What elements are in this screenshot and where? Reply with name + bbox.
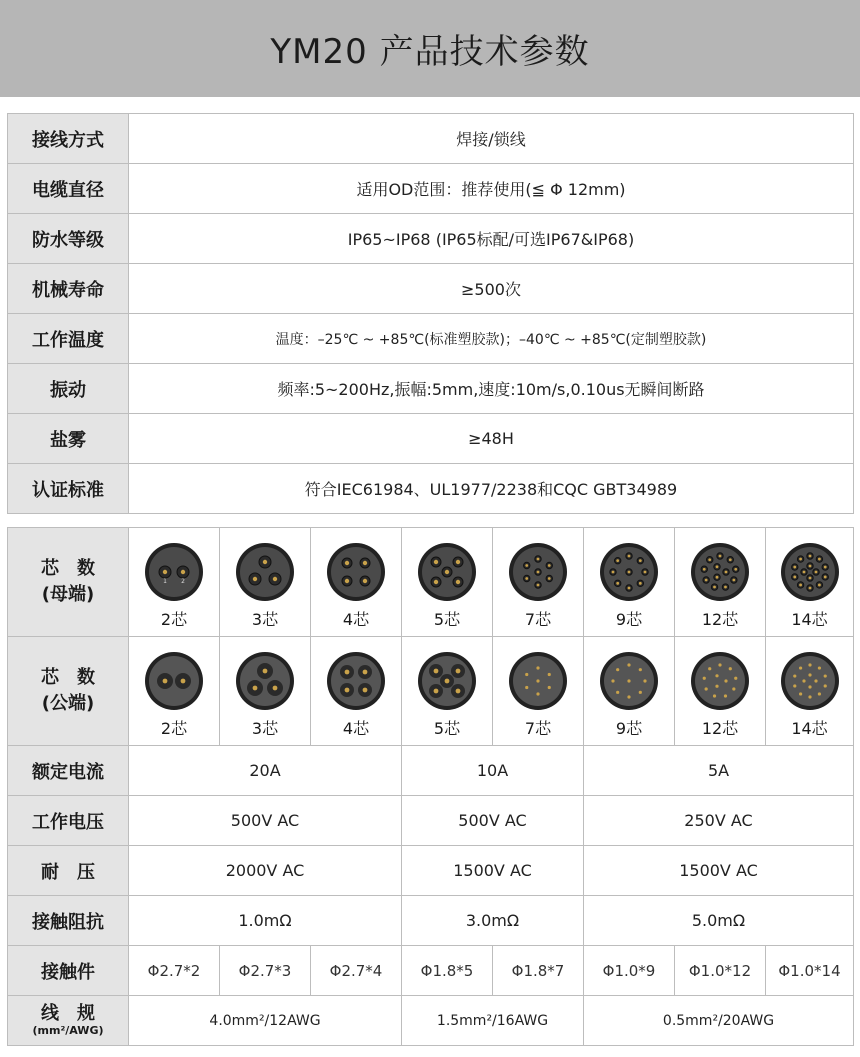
male-connector-cell — [129, 637, 220, 746]
spec-row — [8, 414, 854, 464]
male-connector-row — [8, 637, 854, 746]
female-connector-cell — [311, 528, 402, 637]
male-connector-9-icon — [598, 650, 660, 712]
female-core-label-line2: (母端) — [41, 584, 95, 605]
contact-size-value: Φ1.8*7 — [493, 946, 584, 996]
male-connector-cell — [675, 637, 766, 746]
male-connector-2-icon — [143, 650, 205, 712]
contact-size-value: Φ2.7*2 — [129, 946, 220, 996]
female-connector-7-icon — [507, 541, 569, 603]
wire-gauge-row — [8, 996, 854, 1046]
contact-resistance-value: 1.0mΩ — [129, 896, 402, 946]
male-connector-cell — [584, 637, 675, 746]
rated-current-label: 额定电流 — [8, 746, 129, 796]
spec-value: 频率:5~200Hz,振幅:5mm,速度:10m/s,0.10us无瞬间断路 — [129, 364, 854, 414]
working-voltage-label: 工作电压 — [8, 796, 129, 846]
rated-current-value: 10A — [402, 746, 584, 796]
withstand-voltage-row — [8, 846, 854, 896]
wire-gauge-value: 4.0mm²/12AWG — [129, 996, 402, 1046]
female-connector-cell — [766, 528, 854, 637]
connector-figure — [675, 535, 765, 630]
wire-gauge-unit: (mm²/AWG) — [32, 1024, 104, 1037]
spec-value: 符合IEC61984、UL1977/2238和CQC GBT34989 — [129, 464, 854, 514]
contact-resistance-label: 接触阻抗 — [8, 896, 129, 946]
spec-row — [8, 164, 854, 214]
connector-figure — [766, 644, 853, 739]
rated-current-value: 5A — [584, 746, 854, 796]
core-count-caption: 9芯 — [615, 609, 643, 629]
withstand-voltage-label: 耐 压 — [8, 846, 129, 896]
core-count-caption: 4芯 — [342, 718, 370, 738]
connector-figure — [220, 644, 310, 739]
male-connector-5-icon — [416, 650, 478, 712]
page-title: YM20 产品技术参数 — [270, 32, 590, 72]
male-connector-4-icon — [325, 650, 387, 712]
female-connector-4-icon — [325, 541, 387, 603]
spec-value: 温度：–25℃ ~ +85℃(标准塑胶款)；–40℃ ~ +85℃(定制塑胶款) — [129, 314, 854, 364]
core-count-caption: 3芯 — [251, 609, 279, 629]
working-voltage-value: 250V AC — [584, 796, 854, 846]
working-voltage-row — [8, 796, 854, 846]
male-core-label-line1: 芯 数 — [41, 667, 95, 688]
connector-figure — [584, 535, 674, 630]
wire-gauge-value: 0.5mm²/20AWG — [584, 996, 854, 1046]
connector-figure — [311, 644, 401, 739]
wire-gauge-value: 1.5mm²/16AWG — [402, 996, 584, 1046]
contact-size-value: Φ1.0*9 — [584, 946, 675, 996]
core-count-caption: 7芯 — [524, 718, 552, 738]
core-count-caption: 14芯 — [791, 609, 828, 629]
pin-number-label: 1 — [163, 577, 167, 585]
core-count-caption: 2芯 — [160, 609, 188, 629]
spec-label: 工作温度 — [8, 314, 129, 364]
female-connector-14-icon — [779, 541, 841, 603]
core-count-caption: 4芯 — [342, 609, 370, 629]
withstand-voltage-value: 2000V AC — [129, 846, 402, 896]
connector-figure — [402, 644, 492, 739]
rated-current-value: 20A — [129, 746, 402, 796]
title-banner — [0, 0, 860, 97]
female-core-label — [8, 528, 129, 637]
contacts-label: 接触件 — [8, 946, 129, 996]
core-count-caption: 5芯 — [433, 718, 461, 738]
connector-figure — [584, 644, 674, 739]
spec-row — [8, 214, 854, 264]
contact-resistance-row — [8, 896, 854, 946]
spec-row — [8, 264, 854, 314]
male-connector-cell — [766, 637, 854, 746]
rated-current-row — [8, 746, 854, 796]
core-count-caption: 14芯 — [791, 718, 828, 738]
female-connector-cell — [129, 528, 220, 637]
spec-row — [8, 114, 854, 164]
contact-size-value: Φ1.8*5 — [402, 946, 493, 996]
core-count-caption: 12芯 — [701, 718, 739, 738]
connector-figure — [220, 535, 310, 630]
connector-figure — [311, 535, 401, 630]
female-core-label-line1: 芯 数 — [41, 558, 95, 579]
contact-size-value: Φ1.0*14 — [766, 946, 854, 996]
connector-figure — [402, 535, 492, 630]
female-connector-cell — [584, 528, 675, 637]
wire-gauge-title: 线 规 — [41, 1003, 95, 1024]
core-count-caption: 3芯 — [251, 718, 279, 738]
contact-size-value: Φ1.0*12 — [675, 946, 766, 996]
connector-figure — [493, 535, 583, 630]
male-connector-12-icon — [689, 650, 751, 712]
connector-figure — [129, 644, 219, 739]
working-voltage-value: 500V AC — [402, 796, 584, 846]
spec-row — [8, 314, 854, 364]
core-count-caption: 12芯 — [701, 609, 739, 629]
spec-value: ≥500次 — [129, 264, 854, 314]
male-connector-cell — [220, 637, 311, 746]
spec-value: IP65~IP68 (IP65标配/可选IP67&IP68) — [129, 214, 854, 264]
female-connector-9-icon — [598, 541, 660, 603]
general-spec-table — [7, 113, 854, 514]
female-connector-cell — [220, 528, 311, 637]
spec-row — [8, 464, 854, 514]
withstand-voltage-value: 1500V AC — [402, 846, 584, 896]
female-connector-5-icon — [416, 541, 478, 603]
spec-value: 适用OD范围：推荐使用(≦ Φ 12mm) — [129, 164, 854, 214]
male-connector-3-icon — [234, 650, 296, 712]
connector-figure — [129, 535, 219, 630]
core-count-caption: 2芯 — [160, 718, 188, 738]
connector-figure — [766, 535, 853, 630]
female-connector-2-icon — [143, 541, 205, 603]
spec-label: 振动 — [8, 364, 129, 414]
pin-number-label: 2 — [181, 577, 185, 585]
spec-label: 接线方式 — [8, 114, 129, 164]
contact-resistance-value: 5.0mΩ — [584, 896, 854, 946]
core-count-caption: 7芯 — [524, 609, 552, 629]
female-connector-row — [8, 528, 854, 637]
working-voltage-value: 500V AC — [129, 796, 402, 846]
withstand-voltage-value: 1500V AC — [584, 846, 854, 896]
male-connector-cell — [402, 637, 493, 746]
contact-resistance-value: 3.0mΩ — [402, 896, 584, 946]
male-connector-cell — [311, 637, 402, 746]
female-connector-cell — [402, 528, 493, 637]
female-connector-cell — [675, 528, 766, 637]
connector-figure — [675, 644, 765, 739]
core-count-caption: 9芯 — [615, 718, 643, 738]
spec-label: 认证标准 — [8, 464, 129, 514]
spec-row — [8, 364, 854, 414]
male-connector-7-icon — [507, 650, 569, 712]
female-connector-3-icon — [234, 541, 296, 603]
contact-size-value: Φ2.7*4 — [311, 946, 402, 996]
male-core-label-line2: (公端) — [41, 693, 95, 714]
spec-label: 机械寿命 — [8, 264, 129, 314]
spec-label: 盐雾 — [8, 414, 129, 464]
wire-gauge-label — [8, 996, 129, 1046]
contact-size-value: Φ2.7*3 — [220, 946, 311, 996]
male-connector-14-icon — [779, 650, 841, 712]
spec-value: ≥48H — [129, 414, 854, 464]
spec-label: 防水等级 — [8, 214, 129, 264]
core-count-caption: 5芯 — [433, 609, 461, 629]
female-connector-cell — [493, 528, 584, 637]
connector-figure — [493, 644, 583, 739]
male-core-label — [8, 637, 129, 746]
contacts-row — [8, 946, 854, 996]
electrical-spec-table — [7, 527, 854, 1046]
male-connector-cell — [493, 637, 584, 746]
female-connector-12-icon — [689, 541, 751, 603]
spec-value: 焊接/锁线 — [129, 114, 854, 164]
spec-label: 电缆直径 — [8, 164, 129, 214]
